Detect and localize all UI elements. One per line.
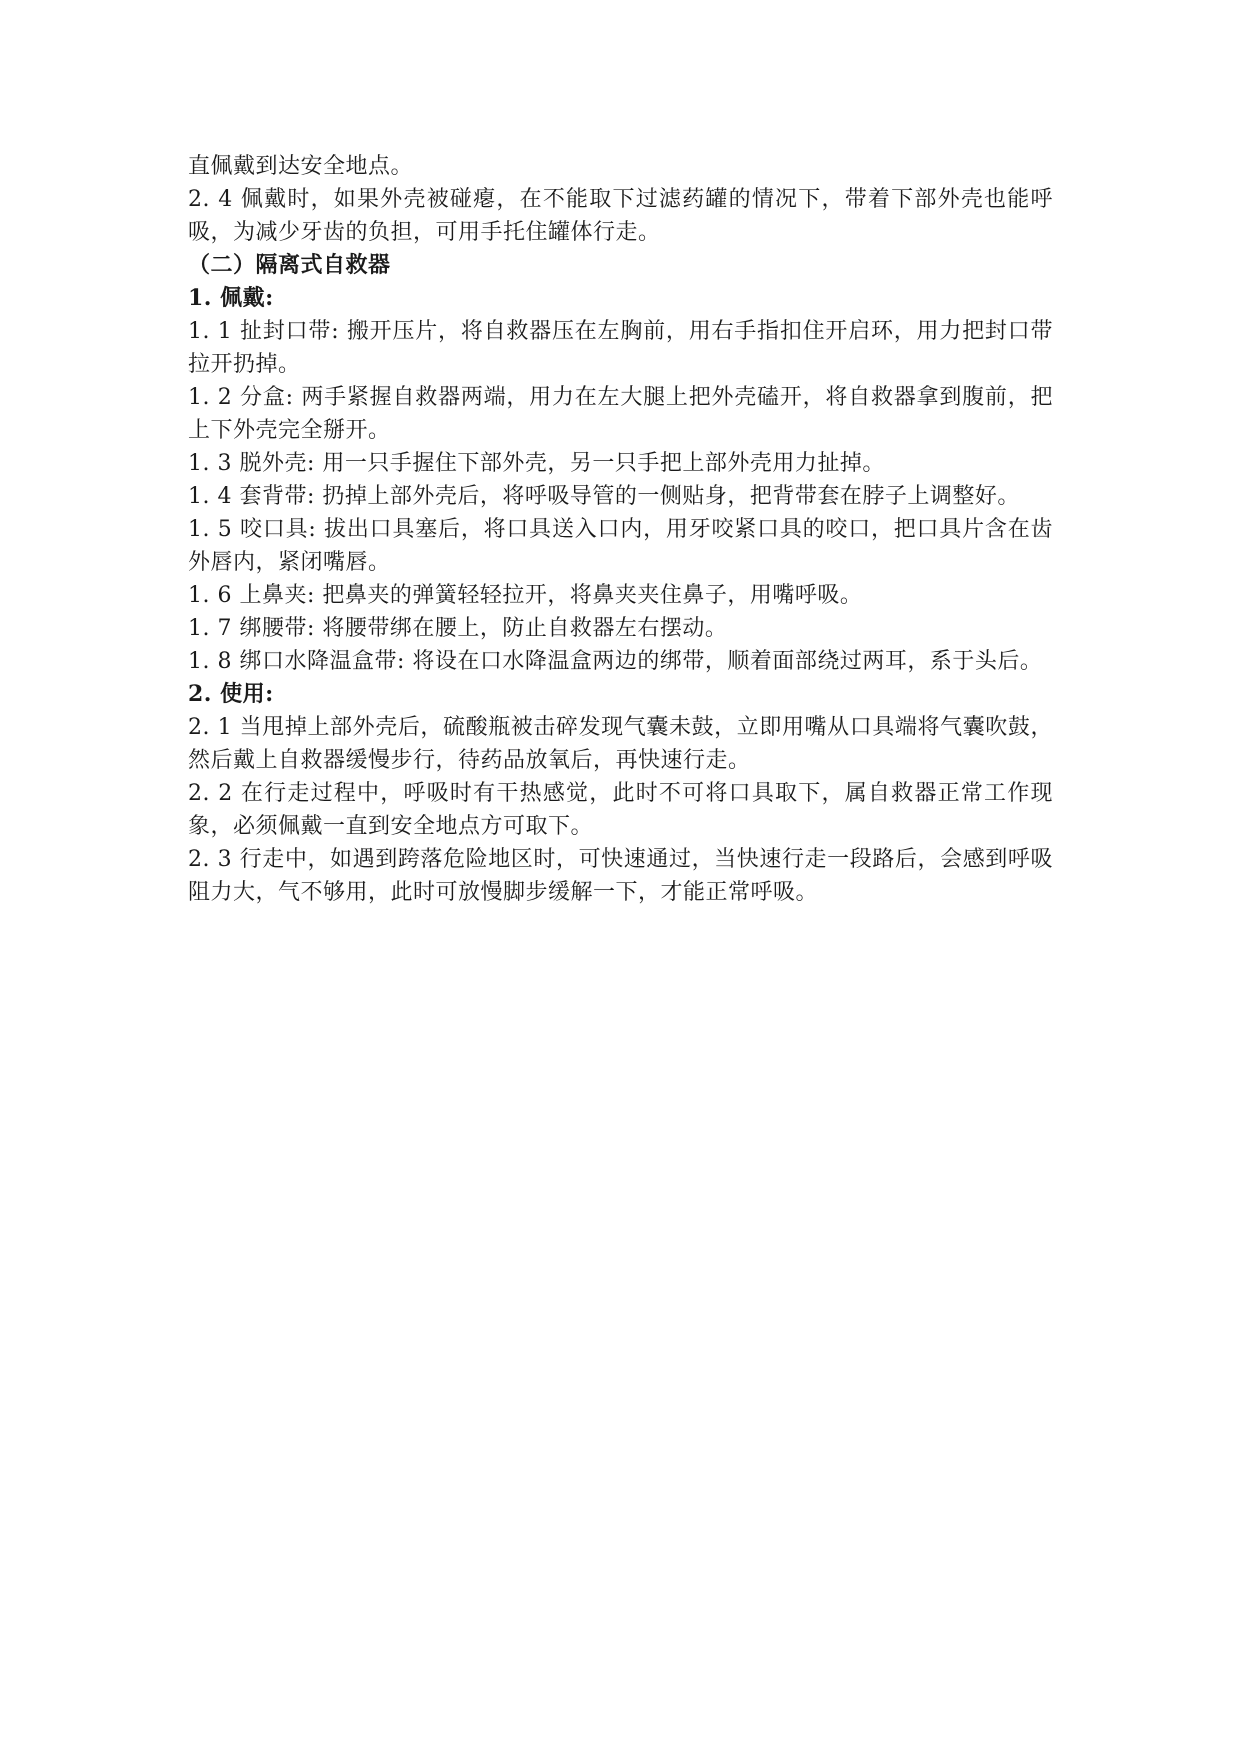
part1-item: 1. 7 绑腰带: 将腰带绑在腰上，防止自救器左右摆动。 <box>188 616 728 641</box>
part1-item: 1. 6 上鼻夹: 把鼻夹的弹簧轻轻拉开，将鼻夹夹住鼻子，用嘴呼吸。 <box>188 583 863 608</box>
part1-heading: 1. 佩戴: <box>188 285 274 311</box>
part1-item: 1. 3 脱外壳: 用一只手握住下部外壳，另一只手把上部外壳用力扯掉。 <box>188 451 885 476</box>
intro-paragraph: 2. 4 佩戴时，如果外壳被碰瘪，在不能取下过滤药罐的情况下，带着下部外壳也能呼吸，为减少牙齿的负担，可用手托住罐体行走。 <box>188 187 1053 245</box>
part2-item: 2. 2 在行走过程中，呼吸时有干热感觉，此时不可将口具取下，属自救器正常工作现象，必须佩戴一直到安全地点方可取下。 <box>188 781 1053 839</box>
part2-item: 2. 1 当甩掉上部外壳后，硫酸瓶被击碎发现气囊未鼓，立即用嘴从口具端将气囊吹鼓，然后戴上自救器缓慢步行，待药品放氧后，再快速行走。 <box>188 715 1053 773</box>
part2-heading: 2. 使用: <box>188 681 274 707</box>
part1-item: 1. 1 扯封口带: 搬开压片，将自救器压在左胸前，用右手指扣住开启环，用力把封口带拉开扔掉。 <box>188 319 1053 377</box>
part1-item: 1. 5 咬口具: 拔出口具塞后，将口具送入口内，用牙咬紧口具的咬口，把口具片含在齿外唇内，紧闭嘴唇。 <box>188 517 1053 575</box>
intro-paragraph: 直佩戴到达安全地点。 <box>188 154 414 179</box>
part1-item: 1. 4 套背带: 扔掉上部外壳后，将呼吸导管的一侧贴身，把背带套在脖子上调整好。 <box>188 484 1020 509</box>
part1-item: 1. 8 绑口水降温盒带: 将设在口水降温盒两边的绑带，顺着面部绕过两耳，系于头后。 <box>188 649 1043 674</box>
part2-item: 2. 3 行走中，如遇到跨落危险地区时，可快速通过，当快速行走一段路后，会感到呼吸阻力大，气不够用，此时可放慢脚步缓解一下，才能正常呼吸。 <box>188 847 1053 905</box>
document-page <box>188 150 1053 909</box>
section-title: （二）隔离式自救器 <box>188 252 391 278</box>
part1-item: 1. 2 分盒: 两手紧握自救器两端，用力在左大腿上把外壳磕开，将自救器拿到腹前，把上下外壳完全掰开。 <box>188 385 1053 443</box>
